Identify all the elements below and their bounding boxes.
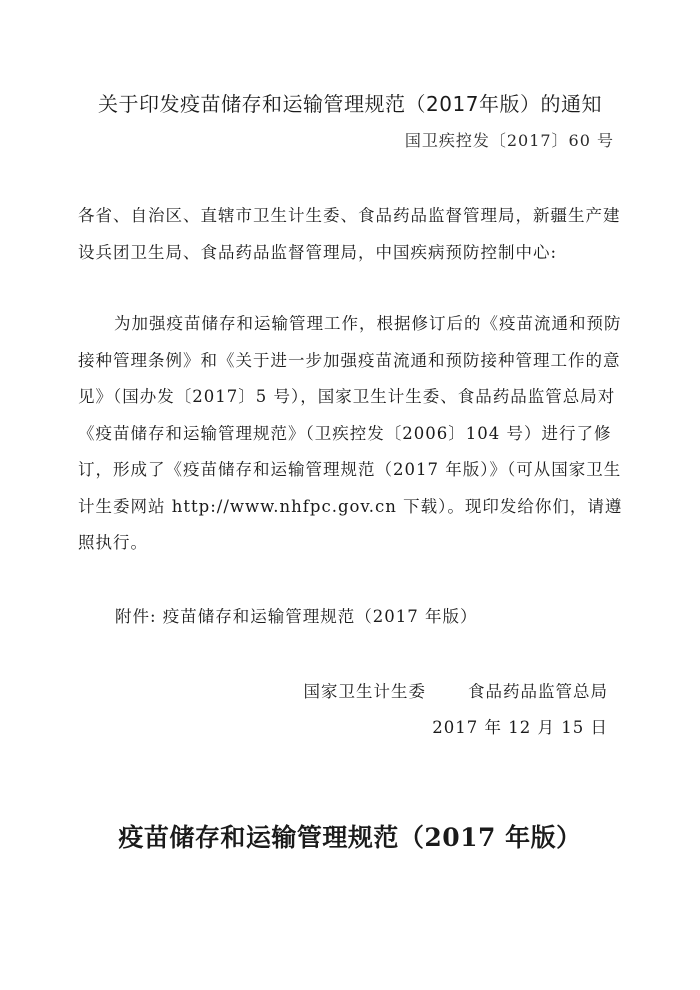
notice-title: 关于印发疫苗储存和运输管理规范（2017年版）的通知 xyxy=(98,92,602,116)
issue-date: 2017 年 12 月 15 日 xyxy=(432,718,608,737)
specification-title: 疫苗储存和运输管理规范（2017 年版） xyxy=(118,823,582,852)
recipients-paragraph: 各省、自治区、直辖市卫生计生委、食品药品监督管理局，新疆生产建设兵团卫生局、食品药品监督管理局，中国疾病预防控制中心: xyxy=(78,206,621,262)
document-number: 国卫疾控发〔2017〕60 号 xyxy=(404,131,614,150)
notice-body-paragraph: 为加强疫苗储存和运输管理工作，根据修订后的《疫苗流通和预防接种管理条例》和《关于进一步加强疫苗流通和预防接种管理工作的意见》（国办发〔2017〕5 号），国家卫生计生委、食品药品监管总局对《疫苗储存和运输管理规范》（卫疾控发〔2006〕104 号）进行了修订，形成了《疫苗储存和运输管理规范（2017 年版）》（可从国家卫生计生委网站 http://www.nhfpc.gov.cn 下载）。现印发给你们，请遵照执行。 xyxy=(78,314,623,552)
issuer-health-commission: 国家卫生计生委 xyxy=(303,682,426,701)
attachment-line: 附件: 疫苗储存和运输管理规范（2017 年版） xyxy=(115,607,478,626)
issuer-food-drug-administration: 食品药品监管总局 xyxy=(468,682,608,701)
issuing-authorities xyxy=(304,678,609,702)
